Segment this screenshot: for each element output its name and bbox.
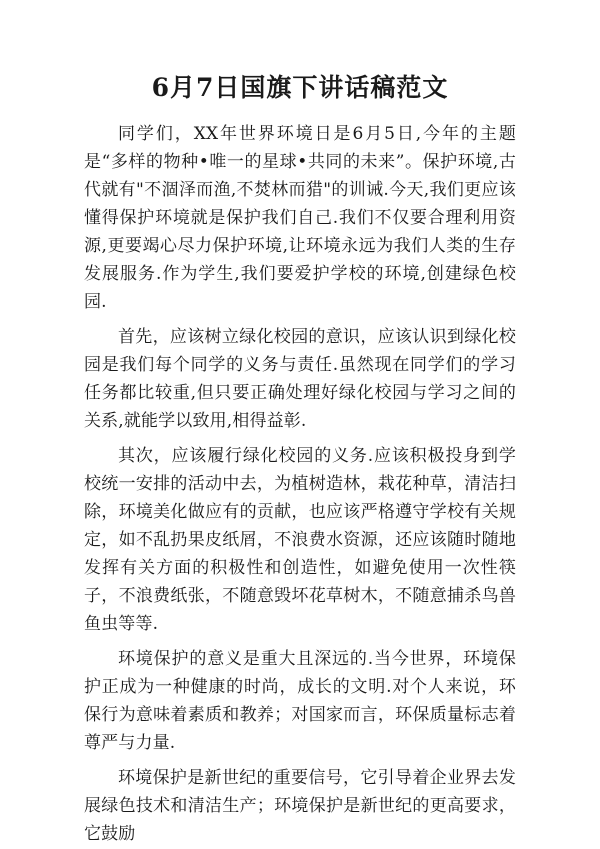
- paragraph-5: 环境保护是新世纪的重要信号，它引导着企业界去发展绿色技术和清洁生产；环境保护是新世纪的更高要求，它鼓励: [84, 768, 516, 844]
- paragraph-2: 首先，应该树立绿化校园的意识，应该认识到绿化校园是我们每个同学的义务与责任.虽然现在同学们的学习任务都比较重,但只要正确处理好绿化校园与学习之间的关系,就能学以致用,相得益彰.: [84, 327, 516, 431]
- paragraph-1: 同学们，XX年世界环境日是6月5日,今年的主题是“多样的物种•唯一的星球•共同的未来”。保护环境,古代就有"不涸泽而渔,不焚林而猎"的训诫.今天,我们更应该懂得保护环境就是保护我们自己.我们不仅要合理利用资源,更要竭心尽力保护环境,让环境永远为我们人类的生存发展服务.作为学生,我们要爱护学校的环境,创建绿色校园.: [84, 124, 516, 312]
- document-title: 6月7日国旗下讲话稿范文: [151, 73, 449, 102]
- document-body: [84, 120, 516, 848]
- paragraph-3: 其次，应该履行绿化校园的义务.应该积极投身到学校统一安排的活动中去，为植树造林，栽花种草，清洁扫除，环境美化做应有的贡献，也应该严格遵守学校有关规定，如不乱扔果皮纸屑，不浪费水资源，还应该随时随地发挥有关方面的积极性和创造性，如避免使用一次性筷子，不浪费纸张，不随意毁坏花草树木，不随意捕杀鸟兽鱼虫等等.: [84, 446, 516, 634]
- paragraph-4: 环境保护的意义是重大且深远的.当今世界，环境保护正成为一种健康的时尚，成长的文明.对个人来说，环保行为意味着素质和教养；对国家而言，环保质量标志着尊严与力量.: [84, 649, 516, 753]
